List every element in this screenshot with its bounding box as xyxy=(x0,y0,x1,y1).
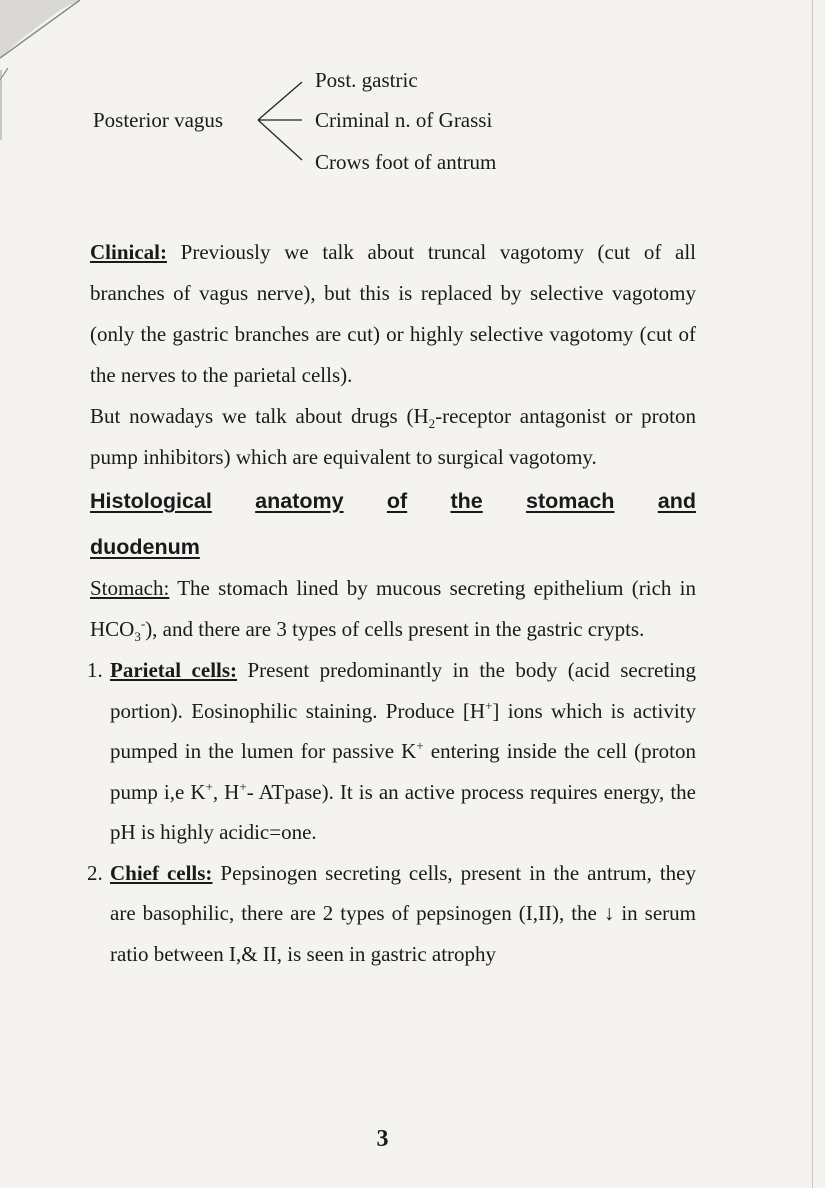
clinical-label: Clinical: xyxy=(90,240,167,264)
hco3-subscript: 3 xyxy=(134,629,141,645)
list-number: 1. xyxy=(87,658,103,682)
diagram-branch-crows-foot: Crows foot of antrum xyxy=(315,150,497,174)
list-item-parietal-cells xyxy=(87,650,696,853)
superscript: + xyxy=(205,778,213,794)
section-heading xyxy=(90,486,696,516)
superscript: + xyxy=(485,697,493,713)
list-text: Pepsinogen secreting cells, present in the antrum, they are basophilic, there are 2 types of pepsinogen (I,II), the ↓ in serum ratio between I,& II, is seen in gastric atrophy xyxy=(110,860,696,966)
drugs-text-end: -receptor antagonist or proton pump inhibitors) which are equivalent to surgical vagotomy. xyxy=(90,404,697,469)
clinical-text: Previously we talk about truncal vagotomy (cut of all branches of vagus nerve), but this is replaced by selective vagotomy (only the gastric branches are cut) or highly selective vagotomy (cut of the nerves to the parietal cells). xyxy=(90,240,696,387)
list-text: entering inside the cell (proton pump i,e K xyxy=(110,739,696,804)
heading-word: stomach xyxy=(526,489,615,513)
hco3-superscript: - xyxy=(140,616,146,631)
drugs-paragraph xyxy=(90,396,696,478)
chief-cells-label: Chief cells: xyxy=(110,860,213,885)
parietal-cells-label: Parietal cells: xyxy=(110,658,238,682)
page-body xyxy=(87,232,697,974)
stomach-text-start: The stomach lined by mucous secreting epithelium (rich in HCO xyxy=(90,576,696,641)
stomach-paragraph xyxy=(90,568,696,650)
heading-word: and xyxy=(657,489,696,513)
cell-types-list xyxy=(87,650,696,974)
diagram-branch-criminal-nerve: Criminal n. of Grassi xyxy=(315,108,493,132)
list-text: - ATpase). It is an active process requires energy, the pH is highly acidic=one. xyxy=(110,779,696,844)
heading-word: Histological xyxy=(90,489,212,513)
drugs-text-start: But nowadays we talk about drugs (H xyxy=(90,404,429,428)
stomach-text-end: ), and there are 3 types of cells present in the gastric crypts. xyxy=(145,617,645,641)
section-heading-line2: duodenum xyxy=(90,535,200,559)
vagus-branch-diagram xyxy=(0,60,825,190)
list-text: ] ions which is activity pumped in the lumen for passive K xyxy=(110,698,696,763)
page-number: 3 xyxy=(376,1126,389,1152)
diagram-root-label: Posterior vagus xyxy=(93,108,224,132)
list-text: , H xyxy=(212,779,240,804)
heading-word: the xyxy=(450,489,483,513)
superscript: + xyxy=(239,778,247,794)
clinical-paragraph xyxy=(90,232,696,396)
list-number: 2. xyxy=(87,860,103,885)
heading-word: anatomy xyxy=(255,489,344,513)
list-text: Present predominantly in the body (acid secreting portion). Eosinophilic staining. Produce [H xyxy=(110,658,696,723)
diagram-branch-post-gastric: Post. gastric xyxy=(315,68,418,92)
h2-subscript: 2 xyxy=(428,416,436,432)
list-item-chief-cells xyxy=(87,853,696,975)
heading-word: of xyxy=(386,489,408,513)
superscript: + xyxy=(416,738,424,753)
stomach-label: Stomach: xyxy=(90,576,170,600)
